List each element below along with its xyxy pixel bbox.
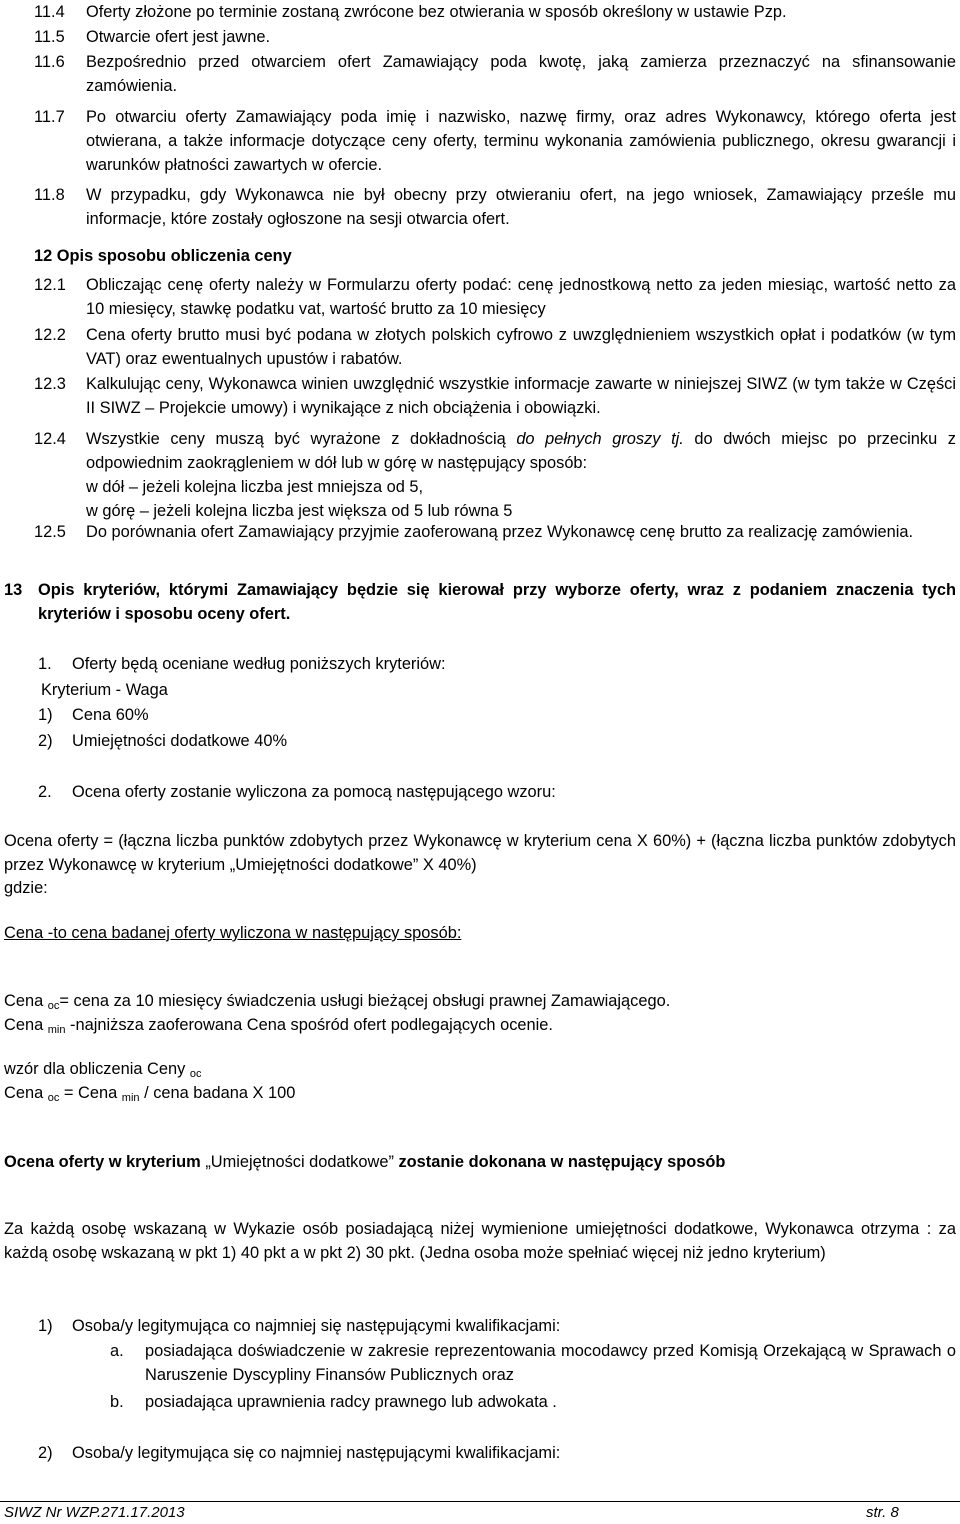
item-text: Obliczając cenę oferty należy w Formularzu oferty podać: cenę jednostkową netto za jeden miesiąc, wartość netto za 10 miesięcy, stawkę podatku vat, wartość brutto za 10 miesięcy (86, 276, 956, 318)
item-12-1 (34, 273, 956, 321)
point-2-text: Ocena oferty zostanie wyliczona za pomocą następującego wzoru: (72, 783, 556, 801)
text-part: zostanie dokonana w następujący sposób (393, 1153, 726, 1171)
item-11-6 (34, 50, 956, 98)
item-number: 12.1 (34, 276, 66, 294)
item-text: Bezpośrednio przed otwarciem ofert Zamawiający poda kwotę, jaką zamierza przeznaczyć na sfinansowanie zamówienia. (86, 53, 956, 95)
subscript-oc: oc (189, 1068, 202, 1080)
criterion-2-text: Umiejętności dodatkowe 40% (72, 732, 288, 750)
footer-divider (0, 1501, 960, 1502)
item-number: 12.3 (34, 375, 66, 393)
text-part: -najniższa zaoferowana Cena spośród ofert podlegających ocenie. (65, 1016, 553, 1034)
skills-points-paragraph: Za każdą osobę wskazaną w Wykazie osób posiadającą niżej wymienione umiejętności dodatkowe, Wykonawca otrzyma : za każdą osobę wskazaną w pkt 1) 40 pkt a w pkt 2) 30 pkt. (Jedna osoba może spełniać więcej niż jedno kryterium) (4, 1220, 956, 1262)
item-text: Kalkulując ceny, Wykonawca winien uwzględnić wszystkie informacje zawarte w niniejszej SIWZ (w tym także w Części II SIWZ – Projekcie umowy) i wynikające z nich obciążenia i obowiązki. (86, 375, 956, 417)
item-11-8 (34, 183, 956, 231)
item-12-2 (34, 323, 956, 371)
point-1-number: 1. (38, 655, 52, 673)
section-13-heading: Opis kryteriów, którymi Zamawiający będzie się kierował przy wyborze oferty, wraz z podaniem znaczenia tych kryteriów i sposobu oceny ofert. (38, 581, 956, 623)
price-min-definition (4, 1013, 553, 1037)
item-number: 12.2 (34, 326, 66, 344)
qualification-1-number: 1) (38, 1317, 53, 1335)
formula-caption (4, 1057, 201, 1081)
criterion-1-text: Cena 60% (72, 706, 149, 724)
formula-text: Ocena oferty = (łączna liczba punktów zdobytych przez Wykonawcę w kryterium cena X 60%) + (łączna liczba punktów zdobytych przez Wykonawcę w kryterium „Umiejętności dodatkowe” X 40%) (4, 832, 956, 874)
item-number: 11.4 (34, 3, 65, 21)
rounding-up-line: w górę – jeżeli kolejna liczba jest większa od 5 lub równa 5 (86, 502, 513, 520)
item-text: Oferty złożone po terminie zostaną zwrócone bez otwierania w sposób określony w ustawie Pzp. (86, 3, 787, 21)
qualification-2-number: 2) (38, 1444, 53, 1462)
item-text: Po otwarciu oferty Zamawiający poda imię i nazwisko, nazwę firmy, oraz adres Wykonawcy, którego oferta jest otwierana, a także informacje dotyczące ceny oferty, terminu wykonania zamówienia publicznego, okresu gwarancji i warunków płatności zawartych w ofercie. (86, 108, 956, 174)
item-number: 11.5 (34, 28, 65, 46)
qualification-1a-letter: a. (110, 1342, 124, 1360)
item-text-italic: do pełnych groszy tj. (516, 430, 684, 448)
criterion-1-number: 1) (38, 706, 53, 724)
price-formula (4, 1081, 295, 1105)
item-text: Otwarcie ofert jest jawne. (86, 28, 271, 46)
section-12-heading: 12 Opis sposobu obliczenia ceny (34, 247, 292, 265)
item-text (86, 427, 956, 475)
text-part: „Umiejętności dodatkowe” (205, 1153, 394, 1171)
subscript-oc: oc (47, 1000, 60, 1012)
rounding-down-line: w dół – jeżeli kolejna liczba jest mniejsza od 5, (86, 478, 424, 496)
subscript-min: min (121, 1092, 140, 1104)
subscript-oc: oc (47, 1092, 60, 1104)
subscript-min: min (47, 1024, 66, 1036)
item-number: 12.5 (34, 523, 66, 541)
footer-document-number: SIWZ Nr WZP.271.17.2013 (4, 1504, 185, 1521)
item-11-4 (34, 0, 956, 24)
item-12-4 (34, 427, 956, 523)
item-11-5 (34, 25, 956, 49)
text-part: Ocena oferty w kryterium (4, 1153, 206, 1171)
item-number: 11.8 (34, 186, 65, 204)
item-text: Do porównania ofert Zamawiający przyjmie zaoferowaną przez Wykonawcę cenę brutto za realizację zamówienia. (86, 523, 914, 541)
text-part: = Cena (59, 1084, 122, 1102)
section-13-number: 13 (4, 581, 23, 599)
point-2-number: 2. (38, 783, 52, 801)
footer-page-number: str. 8 (866, 1504, 899, 1521)
text-part: = cena za 10 miesięcy świadczenia usługi bieżącej obsługi prawnej Zamawiającego. (59, 992, 671, 1010)
item-text-part: do dwóch miejsc po przecinku z odpowiednim zaokrągleniem w dół lub w górę w następujący sposób: (86, 430, 957, 472)
item-11-7 (34, 105, 956, 177)
skills-criterion-heading (4, 1150, 725, 1174)
item-text: W przypadku, gdy Wykonawca nie był obecny przy otwieraniu ofert, na jego wniosek, Zamawiający prześle mu informacje, które zostały ogłoszone na sesji otwarcia ofert. (86, 186, 956, 228)
qualification-1a-text: posiadająca doświadczenie w zakresie reprezentowania mocodawcy przed Komisją Orzekającą w Sprawach o Naruszenie Dyscypliny Finansów Publicznych oraz (145, 1342, 956, 1384)
price-oc-definition (4, 989, 670, 1013)
item-number: 12.4 (34, 430, 66, 448)
point-1-text: Oferty będą oceniane według poniższych kryteriów: (72, 655, 446, 673)
item-12-3 (34, 372, 956, 420)
criterion-2-number: 2) (38, 732, 53, 750)
item-text-part: Wszystkie ceny muszą być wyrażone z dokładnością (86, 430, 517, 448)
item-number: 11.6 (34, 53, 65, 71)
item-12-5 (34, 520, 956, 544)
qualification-1b-letter: b. (110, 1393, 124, 1411)
criteria-header: Kryterium - Waga (41, 681, 168, 699)
item-text: Cena oferty brutto musi być podana w złotych polskich cyfrowo z uwzględnieniem wszystkich opłat i podatków (w tym VAT) oraz ewentualnych upustów i rabatów. (86, 326, 956, 368)
qualification-1b-text: posiadająca uprawnienia radcy prawnego lub adwokata . (145, 1393, 557, 1411)
qualification-2-text: Osoba/y legitymująca się co najmniej następującymi kwalifikacjami: (72, 1444, 561, 1462)
where-label: gdzie: (4, 879, 48, 897)
text-part: / cena badana X 100 (139, 1084, 296, 1102)
item-number: 11.7 (34, 108, 65, 126)
price-definition: Cena -to cena badanej oferty wyliczona w następujący sposób: (4, 924, 462, 942)
text-part: wzór dla obliczenia Ceny (4, 1060, 190, 1078)
text-part: Cena (4, 1084, 48, 1102)
qualification-1-text: Osoba/y legitymująca co najmniej się następującymi kwalifikacjami: (72, 1317, 561, 1335)
text-part: Cena (4, 1016, 48, 1034)
text-part: Cena (4, 992, 48, 1010)
